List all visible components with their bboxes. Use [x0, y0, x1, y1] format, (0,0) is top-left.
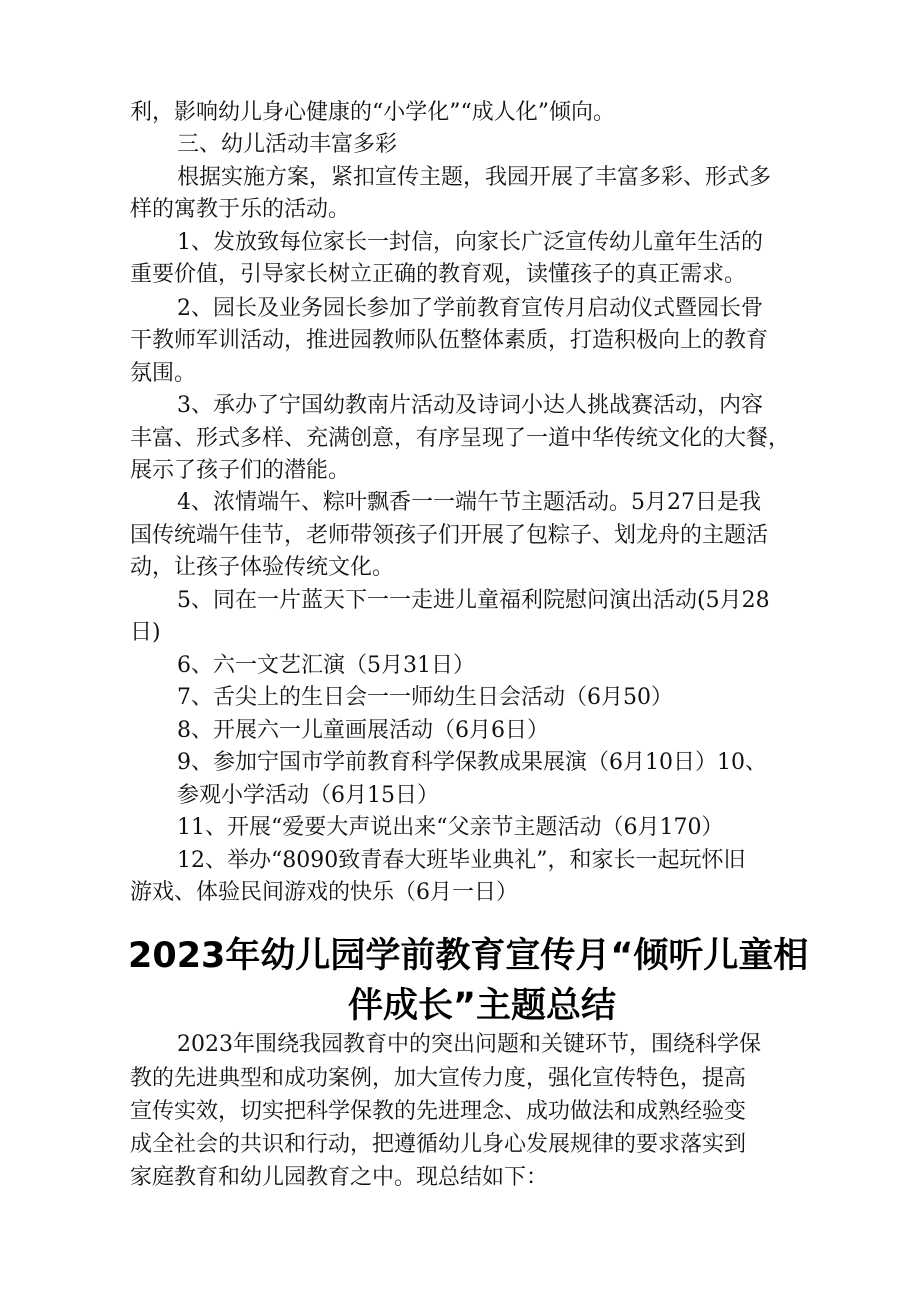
text-line: 8、开展六一儿童画展活动（6月6日） [177, 718, 549, 743]
section-heading: 三、幼儿活动丰富多彩 [177, 132, 398, 157]
text-line: 9、参加宁国市学前教育科学保教成果展演（6月10日）10、 [177, 750, 767, 775]
text-line: 重要价值，引导家长树立正确的教育观，读懂孩子的真正需求。 [130, 262, 747, 287]
text-line: 丰富、形式多样、充满创意，有序呈现了一道中华传统文化的大餐， [130, 426, 791, 451]
text-line: 干教师军训活动，推进园教师队伍整体素质，打造积极向上的教育 [130, 328, 769, 353]
text-line: 4、浓情端午、粽叶飘香一一端午节主题活动。5月27日是我 [177, 490, 761, 515]
text-line: 11、开展“爱要大声说出来“父亲节主题活动（6月170） [177, 815, 724, 840]
summary-line: 教的先进典型和成功案例，加大宣传力度，强化宣传特色，提高 [130, 1066, 747, 1091]
text-line: 氛围。 [130, 361, 197, 386]
text-line: 7、舌尖上的生日会一一师幼生日会活动（6月50） [177, 685, 673, 710]
document-title-line-1: 2023年幼儿园学前教育宣传月“倾听儿童相 [128, 936, 809, 976]
text-line: 国传统端午佳节，老师带领孩子们开展了包粽子、划龙舟的主题活 [130, 523, 769, 548]
text-line: 日) [130, 620, 161, 645]
text-line: 利，影响幼儿身心健康的“小学化”“成人化”倾向。 [130, 100, 615, 125]
text-line: 12、举办“8090致青春大班毕业典礼”，和家长一起玩怀旧 [177, 848, 746, 873]
text-line: 2、园长及业务园长参加了学前教育宣传月启动仪式暨园长骨 [177, 296, 763, 321]
text-line: 展示了孩子们的潜能。 [130, 458, 351, 483]
text-line: 根据实施方案，紧扣宣传主题，我园开展了丰富多彩、形式多 [177, 165, 772, 190]
text-line: 3、承办了宁国幼教南片活动及诗词小达人挑战赛活动，内容 [177, 393, 763, 418]
text-line: 参观小学活动（6月15日） [177, 783, 439, 808]
summary-line: 2023年围绕我园教育中的突出问题和关键环节，围绕科学保 [177, 1032, 761, 1057]
text-line: 6、六一文艺汇演（5月31日） [177, 653, 475, 678]
summary-line: 成全社会的共识和行动，把遵循幼儿身心发展规律的要求落实到 [130, 1132, 747, 1157]
text-line: 5、同在一片蓝天下一一走进儿童福利院慰问演出活动(5月28 [177, 588, 770, 613]
text-line: 游戏、体验民间游戏的快乐（6月一日） [130, 880, 518, 905]
summary-line: 家庭教育和幼儿园教育之中。现总结如下： [130, 1165, 549, 1190]
text-line: 1、发放致每位家长一封信，向家长广泛宣传幼儿童年生活的 [177, 230, 763, 255]
summary-line: 宣传实效，切实把科学保教的先进理念、成功做法和成熟经验变 [130, 1099, 747, 1124]
text-line: 动，让孩子体验传统文化。 [130, 555, 395, 580]
text-line: 样的寓教于乐的活动。 [130, 197, 351, 222]
document-title-line-2: 伴成长”主题总结 [348, 986, 617, 1026]
